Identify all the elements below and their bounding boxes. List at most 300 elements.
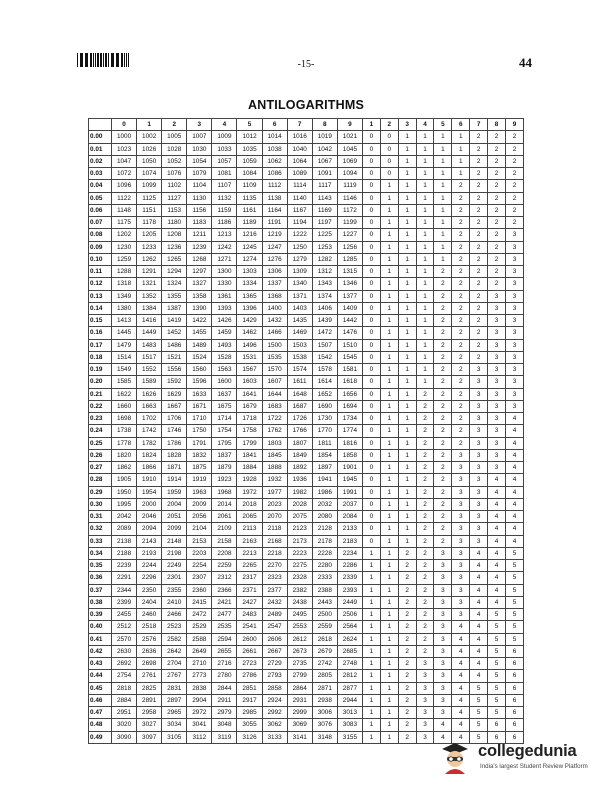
antilog-value: 1337	[262, 278, 287, 290]
row-label: 0.49	[89, 731, 112, 743]
antilog-value: 1706	[162, 413, 187, 425]
antilog-value: 1148	[112, 204, 137, 216]
mean-difference-value: 1	[398, 192, 416, 204]
antilog-value: 1122	[112, 192, 137, 204]
antilog-value: 1986	[312, 486, 337, 498]
antilog-value: 2951	[112, 707, 137, 719]
antilog-value: 2667	[262, 645, 287, 657]
mean-difference-value: 4	[452, 682, 470, 694]
mean-difference-value: 4	[488, 474, 506, 486]
antilog-value: 1099	[137, 180, 162, 192]
mean-difference-value: 1	[398, 217, 416, 229]
table-row	[89, 523, 524, 535]
antilog-value: 3006	[312, 707, 337, 719]
mean-difference-value: 2	[470, 131, 488, 143]
antilog-value: 1905	[112, 474, 137, 486]
mean-difference-value: 4	[505, 511, 523, 523]
antilog-value: 3062	[262, 719, 287, 731]
mean-difference-value: 3	[434, 658, 452, 670]
mean-difference-value: 0	[362, 474, 380, 486]
antilog-value: 1578	[312, 364, 337, 376]
row-label: 0.01	[89, 143, 112, 155]
table-row	[89, 143, 524, 155]
mean-difference-value: 2	[416, 523, 434, 535]
table-row	[89, 241, 524, 253]
mean-difference-value: 2	[452, 192, 470, 204]
mean-difference-value: 1	[398, 155, 416, 167]
row-label: 0.45	[89, 682, 112, 694]
row-label: 0.24	[89, 425, 112, 437]
mean-difference-value: 2	[452, 376, 470, 388]
antilog-value: 1936	[287, 474, 312, 486]
mean-difference-value: 3	[488, 413, 506, 425]
mean-difference-value: 3	[452, 572, 470, 584]
antilog-value: 2692	[112, 658, 137, 670]
mean-difference-value: 2	[452, 229, 470, 241]
table-row	[89, 388, 524, 400]
row-label: 0.02	[89, 155, 112, 167]
mean-difference-value: 3	[434, 670, 452, 682]
mean-difference-value: 4	[488, 547, 506, 559]
mean-difference-value: 6	[505, 707, 523, 719]
antilog-value: 2871	[312, 682, 337, 694]
antilog-value: 2642	[162, 645, 187, 657]
table-row	[89, 547, 524, 559]
antilog-value: 1178	[137, 217, 162, 229]
antilog-value: 1390	[187, 302, 212, 314]
mean-difference-value: 4	[452, 731, 470, 743]
antilog-value: 2742	[312, 658, 337, 670]
mean-difference-value: 4	[452, 621, 470, 633]
antilog-value: 1175	[112, 217, 137, 229]
table-row	[89, 682, 524, 694]
mean-difference-value: 1	[416, 168, 434, 180]
antilog-value: 1950	[112, 486, 137, 498]
antilog-value: 2999	[287, 707, 312, 719]
mean-difference-value: 6	[488, 719, 506, 731]
mean-difference-value: 3	[434, 572, 452, 584]
mean-difference-value: 1	[362, 670, 380, 682]
antilog-value: 1271	[212, 253, 237, 265]
mean-difference-value: 3	[488, 400, 506, 412]
mean-difference-value: 0	[362, 339, 380, 351]
antilog-value: 1059	[237, 155, 262, 167]
antilog-value: 2089	[112, 523, 137, 535]
antilog-value: 1236	[162, 241, 187, 253]
mean-difference-value: 2	[434, 315, 452, 327]
row-label: 0.35	[89, 560, 112, 572]
mean-difference-value: 4	[505, 462, 523, 474]
antilog-value: 2094	[137, 523, 162, 535]
antilog-value: 2965	[162, 707, 187, 719]
antilog-value: 1928	[237, 474, 262, 486]
antilog-value: 2564	[337, 621, 362, 633]
antilog-value: 3013	[337, 707, 362, 719]
mean-difference-value: 1	[416, 253, 434, 265]
mean-difference-value: 0	[362, 217, 380, 229]
mean-difference-value: 1	[380, 266, 398, 278]
mean-difference-value: 1	[434, 131, 452, 143]
mean-difference-value: 3	[452, 547, 470, 559]
mean-difference-value: 2	[470, 315, 488, 327]
antilog-value: 2773	[187, 670, 212, 682]
antilog-value: 2133	[337, 523, 362, 535]
antilog-value: 1081	[212, 168, 237, 180]
mean-difference-value: 5	[505, 572, 523, 584]
antilog-value: 1888	[262, 462, 287, 474]
antilog-value: 2576	[137, 633, 162, 645]
antilog-value: 2198	[162, 547, 187, 559]
mean-difference-value: 2	[452, 400, 470, 412]
mean-difference-value: 2	[434, 449, 452, 461]
antilog-value: 2716	[212, 658, 237, 670]
antilog-value: 1671	[187, 400, 212, 412]
mean-difference-value: 4	[452, 670, 470, 682]
mean-difference-value: 5	[470, 719, 488, 731]
row-label: 0.37	[89, 584, 112, 596]
antilog-value: 1242	[212, 241, 237, 253]
graduate-mascot-icon	[438, 740, 472, 774]
mean-difference-value: 1	[380, 523, 398, 535]
antilog-value: 2208	[212, 547, 237, 559]
mean-difference-value: 2	[505, 155, 523, 167]
antilog-value: 1742	[137, 425, 162, 437]
mean-difference-value: 2	[434, 462, 452, 474]
antilog-value: 2259	[212, 560, 237, 572]
antilog-value: 1294	[162, 266, 187, 278]
mean-difference-value: 4	[505, 474, 523, 486]
mean-difference-value: 1	[380, 339, 398, 351]
mean-difference-value: 0	[362, 400, 380, 412]
mean-difference-value: 2	[434, 498, 452, 510]
mean-difference-value: 2	[398, 682, 416, 694]
mean-difference-value: 1	[398, 449, 416, 461]
antilog-value: 2673	[287, 645, 312, 657]
mean-difference-value: 2	[416, 437, 434, 449]
antilog-value: 1007	[187, 131, 212, 143]
antilog-value: 1371	[287, 290, 312, 302]
mean-difference-value: 1	[380, 609, 398, 621]
mean-difference-value: 4	[452, 658, 470, 670]
mean-difference-value: 3	[434, 707, 452, 719]
antilog-value: 2661	[237, 645, 262, 657]
mean-difference-value: 2	[398, 707, 416, 719]
antilog-value: 1033	[212, 143, 237, 155]
table-row	[89, 266, 524, 278]
antilog-value: 1782	[137, 437, 162, 449]
mean-difference-value: 1	[380, 645, 398, 657]
mean-difference-value: 1	[398, 253, 416, 265]
mean-difference-value: 2	[470, 241, 488, 253]
mean-difference-value: 1	[416, 131, 434, 143]
antilog-value: 2588	[187, 633, 212, 645]
mean-difference-value: 3	[434, 596, 452, 608]
column-header: 3	[187, 119, 212, 131]
mean-difference-value: 2	[434, 290, 452, 302]
column-header: 5	[434, 119, 452, 131]
antilog-value: 2518	[137, 621, 162, 633]
antilog-value: 1816	[337, 437, 362, 449]
mean-difference-value: 1	[380, 694, 398, 706]
mean-difference-value: 1	[416, 302, 434, 314]
row-label: 0.14	[89, 302, 112, 314]
antilog-value: 1312	[312, 266, 337, 278]
mean-difference-value: 1	[380, 682, 398, 694]
antilog-value: 1750	[187, 425, 212, 437]
antilog-value: 1774	[337, 425, 362, 437]
antilog-value: 1014	[262, 131, 287, 143]
row-label: 0.09	[89, 241, 112, 253]
antilog-value: 1778	[112, 437, 137, 449]
mean-difference-value: 2	[434, 327, 452, 339]
antilog-value: 1125	[137, 192, 162, 204]
mean-difference-value: 3	[470, 498, 488, 510]
mean-difference-value: 3	[488, 437, 506, 449]
row-label: 0.25	[89, 437, 112, 449]
antilog-value: 2812	[337, 670, 362, 682]
antilog-value: 1127	[162, 192, 187, 204]
mean-difference-value: 4	[505, 413, 523, 425]
antilog-value: 1690	[312, 400, 337, 412]
mean-difference-value: 5	[470, 682, 488, 694]
mean-difference-value: 0	[362, 523, 380, 535]
antilog-value: 1556	[162, 364, 187, 376]
antilog-value: 3126	[237, 731, 262, 743]
mean-difference-value: 1	[380, 253, 398, 265]
antilog-value: 1791	[187, 437, 212, 449]
antilog-value: 1472	[312, 327, 337, 339]
antilog-value: 1268	[187, 253, 212, 265]
mean-difference-value: 2	[505, 217, 523, 229]
antilog-value: 1225	[312, 229, 337, 241]
antilog-value: 1799	[237, 437, 262, 449]
antilog-value: 2904	[187, 694, 212, 706]
mean-difference-value: 4	[505, 425, 523, 437]
antilog-value: 2547	[262, 621, 287, 633]
mean-difference-value: 1	[416, 143, 434, 155]
antilog-value: 3141	[287, 731, 312, 743]
antilog-value: 1919	[187, 474, 212, 486]
mean-difference-value: 4	[505, 535, 523, 547]
mean-difference-value: 4	[434, 731, 452, 743]
antilog-value: 2421	[212, 596, 237, 608]
mean-difference-value: 3	[416, 670, 434, 682]
antilog-value: 2075	[287, 511, 312, 523]
mean-difference-value: 3	[470, 486, 488, 498]
antilog-value: 2270	[262, 560, 287, 572]
mean-difference-value: 1	[362, 658, 380, 670]
mean-difference-value: 2	[398, 658, 416, 670]
mean-difference-value: 3	[452, 498, 470, 510]
mean-difference-value: 3	[434, 621, 452, 633]
antilog-value: 1358	[187, 290, 212, 302]
antilog-value: 1079	[187, 168, 212, 180]
antilog-value: 1318	[112, 278, 137, 290]
mean-difference-value: 2	[416, 474, 434, 486]
antilog-value: 1300	[212, 266, 237, 278]
mean-difference-value: 1	[380, 241, 398, 253]
mean-difference-value: 1	[434, 180, 452, 192]
antilog-value: 1146	[337, 192, 362, 204]
antilog-value: 1607	[262, 376, 287, 388]
mean-difference-value: 1	[398, 388, 416, 400]
column-header: 9	[337, 119, 362, 131]
antilog-value: 1064	[287, 155, 312, 167]
mean-difference-value: 3	[434, 560, 452, 572]
antilog-value: 2767	[162, 670, 187, 682]
antilog-value: 2028	[287, 498, 312, 510]
row-label: 0.48	[89, 719, 112, 731]
antilog-value: 1811	[312, 437, 337, 449]
antilog-value: 1114	[287, 180, 312, 192]
mean-difference-value: 3	[434, 547, 452, 559]
antilog-value: 1107	[212, 180, 237, 192]
antilog-value: 1028	[162, 143, 187, 155]
antilog-value: 2234	[337, 547, 362, 559]
table-row	[89, 217, 524, 229]
mean-difference-value: 6	[505, 694, 523, 706]
mean-difference-value: 1	[434, 253, 452, 265]
mean-difference-value: 0	[362, 413, 380, 425]
antilog-value: 1365	[237, 290, 262, 302]
mean-difference-value: 2	[416, 462, 434, 474]
mean-difference-value: 1	[398, 523, 416, 535]
antilog-value: 1047	[112, 155, 137, 167]
antilog-value: 2183	[337, 535, 362, 547]
mean-difference-value: 4	[488, 511, 506, 523]
page-number-right: 44	[519, 55, 532, 70]
mean-difference-value: 2	[452, 253, 470, 265]
antilog-value: 1549	[112, 364, 137, 376]
mean-difference-value: 4	[488, 523, 506, 535]
antilog-value: 1679	[237, 400, 262, 412]
antilog-value: 1259	[112, 253, 137, 265]
row-label: 0.41	[89, 633, 112, 645]
antilog-value: 1035	[237, 143, 262, 155]
antilog-value: 2382	[287, 584, 312, 596]
antilog-value: 1611	[287, 376, 312, 388]
mean-difference-value: 2	[452, 204, 470, 216]
antilog-value: 2032	[312, 498, 337, 510]
antilog-value: 2679	[312, 645, 337, 657]
table-row	[89, 376, 524, 388]
antilog-value: 1641	[237, 388, 262, 400]
antilog-value: 2818	[112, 682, 137, 694]
mean-difference-value: 2	[505, 180, 523, 192]
mean-difference-value: 0	[362, 180, 380, 192]
mean-difference-value: 1	[398, 462, 416, 474]
antilog-value: 2606	[262, 633, 287, 645]
row-label: 0.43	[89, 658, 112, 670]
table-title: ANTILOGARITHMS	[248, 98, 364, 112]
table-row	[89, 498, 524, 510]
antilog-value: 1052	[162, 155, 187, 167]
row-label: 0.04	[89, 180, 112, 192]
antilog-value: 2123	[287, 523, 312, 535]
mean-difference-value: 5	[505, 547, 523, 559]
antilog-value: 1862	[112, 462, 137, 474]
antilog-value: 2051	[162, 511, 187, 523]
mean-difference-value: 1	[398, 266, 416, 278]
antilog-value: 2710	[187, 658, 212, 670]
antilog-value: 1250	[287, 241, 312, 253]
mean-difference-value: 6	[505, 645, 523, 657]
antilog-value: 2754	[112, 670, 137, 682]
mean-difference-value: 3	[470, 474, 488, 486]
mean-difference-value: 2	[416, 486, 434, 498]
antilog-value: 1262	[137, 253, 162, 265]
column-header: 4	[212, 119, 237, 131]
mean-difference-value: 1	[380, 192, 398, 204]
antilog-value: 2877	[337, 682, 362, 694]
mean-difference-value: 2	[434, 376, 452, 388]
column-header: 2	[380, 119, 398, 131]
antilog-value: 1156	[187, 204, 212, 216]
mean-difference-value: 3	[505, 364, 523, 376]
mean-difference-value: 1	[380, 498, 398, 510]
antilog-value: 1849	[287, 449, 312, 461]
mean-difference-value: 3	[470, 400, 488, 412]
mean-difference-value: 1	[380, 621, 398, 633]
mean-difference-value: 1	[362, 645, 380, 657]
mean-difference-value: 1	[380, 707, 398, 719]
antilog-value: 2723	[237, 658, 262, 670]
antilog-value: 1159	[212, 204, 237, 216]
antilog-value: 2148	[162, 535, 187, 547]
antilog-value: 2535	[212, 621, 237, 633]
mean-difference-value: 1	[380, 413, 398, 425]
antilog-value: 1330	[212, 278, 237, 290]
mean-difference-value: 3	[470, 535, 488, 547]
mean-difference-value: 5	[488, 682, 506, 694]
antilog-value: 1349	[112, 290, 137, 302]
mean-difference-value: 1	[380, 180, 398, 192]
antilog-value: 2239	[112, 560, 137, 572]
antilog-value: 1722	[262, 413, 287, 425]
antilog-value: 3112	[187, 731, 212, 743]
mean-difference-value: 2	[398, 645, 416, 657]
mean-difference-value: 2	[470, 204, 488, 216]
table-row	[89, 413, 524, 425]
table-row	[89, 474, 524, 486]
mean-difference-value: 4	[488, 498, 506, 510]
antilog-value: 2992	[262, 707, 287, 719]
table-row	[89, 633, 524, 645]
antilog-value: 3148	[312, 731, 337, 743]
row-label: 0.13	[89, 290, 112, 302]
column-header: 3	[398, 119, 416, 131]
antilog-value: 1191	[262, 217, 287, 229]
antilog-value: 1600	[212, 376, 237, 388]
antilog-value: 1282	[312, 253, 337, 265]
antilog-value: 2805	[312, 670, 337, 682]
mean-difference-value: 1	[380, 302, 398, 314]
mean-difference-value: 1	[380, 449, 398, 461]
mean-difference-value: 0	[362, 204, 380, 216]
antilog-value: 2291	[112, 572, 137, 584]
mean-difference-value: 0	[362, 327, 380, 339]
antilog-value: 2070	[262, 511, 287, 523]
table-row	[89, 168, 524, 180]
antilog-value: 2958	[137, 707, 162, 719]
mean-difference-value: 2	[416, 413, 434, 425]
antilog-value: 1161	[237, 204, 262, 216]
mean-difference-value: 3	[488, 351, 506, 363]
mean-difference-value: 1	[398, 180, 416, 192]
row-label: 0.36	[89, 572, 112, 584]
mean-difference-value: 1	[398, 278, 416, 290]
row-label: 0.38	[89, 596, 112, 608]
